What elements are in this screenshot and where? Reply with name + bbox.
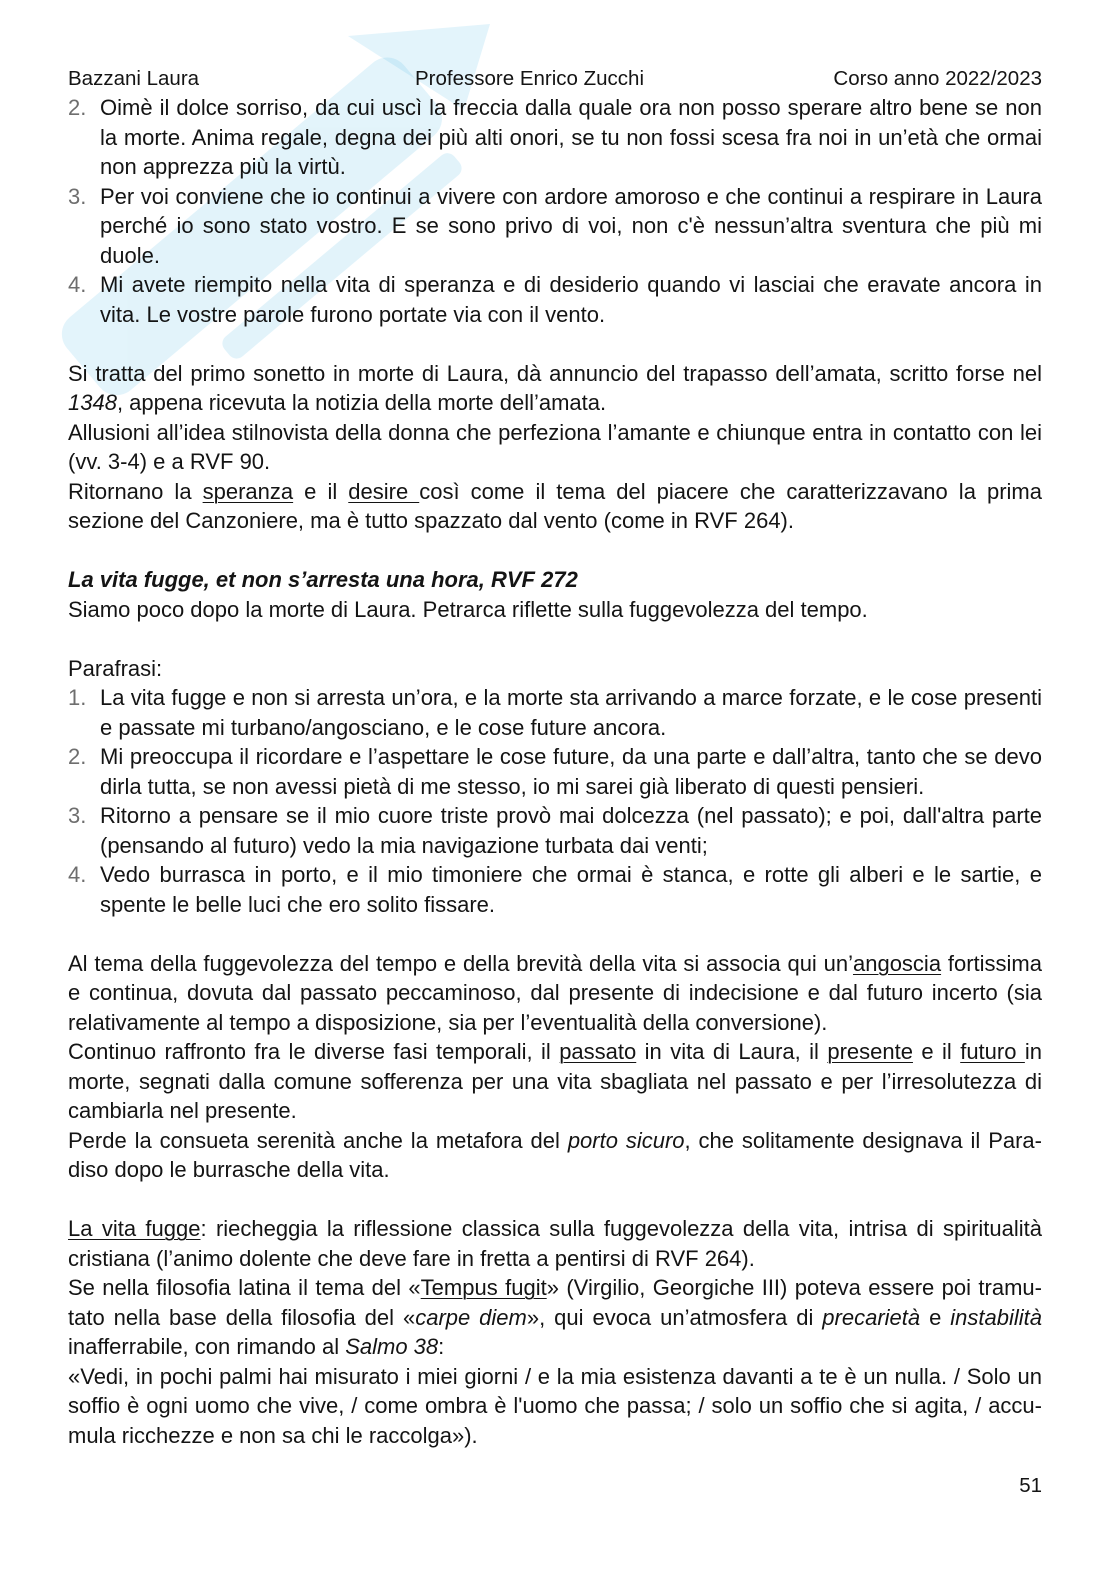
italic-term: instabilità	[950, 1304, 1042, 1330]
paragraph	[68, 477, 1042, 536]
text-run: Se nella filosofia latina il tema del «	[68, 1275, 421, 1301]
paragraph	[68, 418, 1042, 477]
header-professor: Professore Enrico Zucchi	[415, 67, 645, 90]
list-item-text: Per voi conviene che io continui a vivere con ardore amoroso e che continui a respirare in Laura perché io sono stato vostro. E se sono privo di voi, non c'è nessun’altra sventura che più mi duole.	[100, 183, 1042, 268]
underlined-term: passato	[559, 1039, 637, 1065]
paragraph	[68, 1273, 1042, 1362]
text-run: , che solitamente designava il Paradiso dopo le burrasche della vita.	[68, 1127, 1042, 1183]
page-header	[68, 65, 1042, 93]
list-item-number: 3.	[68, 803, 87, 829]
text-run: inafferrabile, con rimando al	[68, 1334, 346, 1360]
italic-term: carpe diem	[415, 1304, 527, 1330]
paragraph	[68, 949, 1042, 1038]
paragraph	[68, 1214, 1042, 1273]
underlined-term: desire	[348, 478, 420, 504]
list-item-text: Mi preoccupa il ricordare e l’aspettare le cose future, da una parte e dall’altra, tanto che se devo dirla tutta, se non avessi pietà di me stesso, io mi sarei già liberato di questi pensieri.	[100, 744, 1042, 799]
text-run: così come il tema del piacere che caratterizzavano la prima sezione del Canzoniere, ma è tutto spazzato dal vento (come in RVF 264).	[68, 478, 1042, 534]
underlined-term: presente	[827, 1039, 913, 1065]
list-item-text: Vedo burrasca in porto, e il mio timoniere che ormai è stanca, e rotte gli alberi e le sartie, e spente le belle luci che ero solito fissare.	[100, 862, 1042, 917]
list-item-number: 4.	[68, 862, 87, 888]
underlined-term: speranza	[202, 478, 294, 504]
text-run: in vita di Laura, il	[636, 1039, 828, 1065]
list-item	[68, 683, 1042, 742]
page-content	[68, 93, 1042, 1450]
underlined-term: angoscia	[852, 950, 942, 976]
paragraph: Siamo poco dopo la morte di Laura. Petrarca riflette sulla fuggevolezza del tempo.	[68, 596, 868, 622]
list-item-number: 1.	[68, 685, 87, 711]
list-item	[68, 270, 1042, 329]
text-run: in morte, segnati dalla comune sofferenza per una vita sbagliata nel passato e per l’irresolutezza di cambiarla nel presente.	[68, 1039, 1042, 1124]
text-run: Ritornano la	[68, 478, 203, 504]
text-run: «Vedi, in pochi palmi hai misurato i miei giorni / e la mia esistenza davanti a te è un nulla. / Solo un soffio è ogni uomo che vive, / come ombra è l'uomo che passa; / solo un soffio che si agita, / accumula ricchezze e non sa chi le raccolga»).	[68, 1363, 1042, 1448]
text-run: Perde la consueta serenità anche la metafora del	[68, 1127, 568, 1153]
list-item-text: Oimè il dolce sorriso, da cui uscì la freccia dalla quale ora non posso sperare altro bene se non la morte. Anima regale, degna dei più alti onori, se tu non fossi scesa fra noi in un’età che ormai non apprezza più la virtù.	[100, 95, 1042, 180]
header-author: Bazzani Laura	[68, 67, 200, 90]
paragraph	[68, 1126, 1042, 1185]
text-run: Si tratta del primo sonetto in morte di Laura, dà annuncio del trapasso dell’amata, scritto forse nel	[68, 360, 1042, 386]
text-run: », qui evoca un’atmosfera di	[526, 1304, 823, 1330]
underlined-term: La vita fugge	[68, 1216, 201, 1242]
text-run: Continuo raffronto fra le diverse fasi temporali, il	[68, 1039, 560, 1065]
list-item-text: Ritorno a pensare se il mio cuore triste provò mai dolcezza (nel passato); e poi, dall'altra parte (pensando al futuro) vedo la mia navigazione turbata dai venti;	[100, 803, 1042, 858]
underlined-term: futuro	[960, 1039, 1025, 1065]
text-run: e	[920, 1304, 951, 1330]
section-heading: La vita fugge, et non s’arresta una hora, RVF 272	[68, 567, 578, 593]
text-run: Al tema della fuggevolezza del tempo e della brevità della vita si associa qui un’	[68, 950, 853, 976]
list-item-number: 4.	[68, 272, 87, 298]
italic-term: Salmo 38	[345, 1334, 439, 1360]
text-run: Allusioni all’idea stilnovista della donna che perfeziona l’amante e chiunque entra in contatto con lei (vv. 3-4) e a RVF 90.	[68, 419, 1042, 475]
text-run: fortissima e continua, dovuta dal passato peccaminoso, dal presente di indecisione e dal futuro incerto (sia relativamente al tempo a disposizione, sia per l’eventualità della conversione).	[68, 950, 1042, 1035]
italic-term: precarietà	[822, 1304, 921, 1330]
text-run: e il	[912, 1039, 961, 1065]
text-run: :	[438, 1334, 445, 1360]
text-run: » (Virgilio, Georgiche III) poteva essere poi tramutato nella base della filosofia del «	[68, 1275, 1042, 1330]
list-item-text: Mi avete riempito nella vita di speranza e di desiderio quando vi lasciai che eravate ancora in vita. Le vostre parole furono portate via con il vento.	[100, 272, 1042, 327]
italic-term: porto sicuro	[567, 1127, 685, 1153]
list-item	[68, 93, 1042, 182]
header-course: Corso anno 2022/2023	[833, 67, 1042, 90]
list-item-number: 3.	[68, 183, 87, 209]
list-item	[68, 182, 1042, 271]
text-run: e il	[293, 478, 349, 504]
paragraph	[68, 1037, 1042, 1126]
page-number: 51	[1019, 1474, 1042, 1497]
text-run: , appena ricevuta la notizia della morte dell’amata.	[116, 390, 607, 416]
paragraph	[68, 359, 1042, 418]
paragraph	[68, 1362, 1042, 1451]
list-item-number: 2.	[68, 95, 87, 121]
list-item	[68, 742, 1042, 801]
list-item	[68, 801, 1042, 860]
text-run: : riecheggia la riflessione classica sulla fuggevolezza della vita, intrisa di spiritualità cristiana (l’animo dolente che deve fare in fretta a pentirsi di RVF 264).	[68, 1216, 1043, 1271]
list-item	[68, 860, 1042, 919]
list-item-number: 2.	[68, 744, 87, 770]
paraphrase-list-continued	[68, 93, 1042, 329]
underlined-term: Tempus fugit	[420, 1275, 547, 1301]
paraphrase-list	[68, 683, 1042, 919]
italic-term: 1348	[68, 390, 117, 416]
list-item-text: La vita fugge e non si arresta un’ora, e la morte sta arrivando a marce forzate, e le cose presenti e passate mi turbano/angosciano, e le cose future ancora.	[100, 685, 1042, 740]
paraphrase-label: Parafrasi:	[68, 655, 163, 681]
